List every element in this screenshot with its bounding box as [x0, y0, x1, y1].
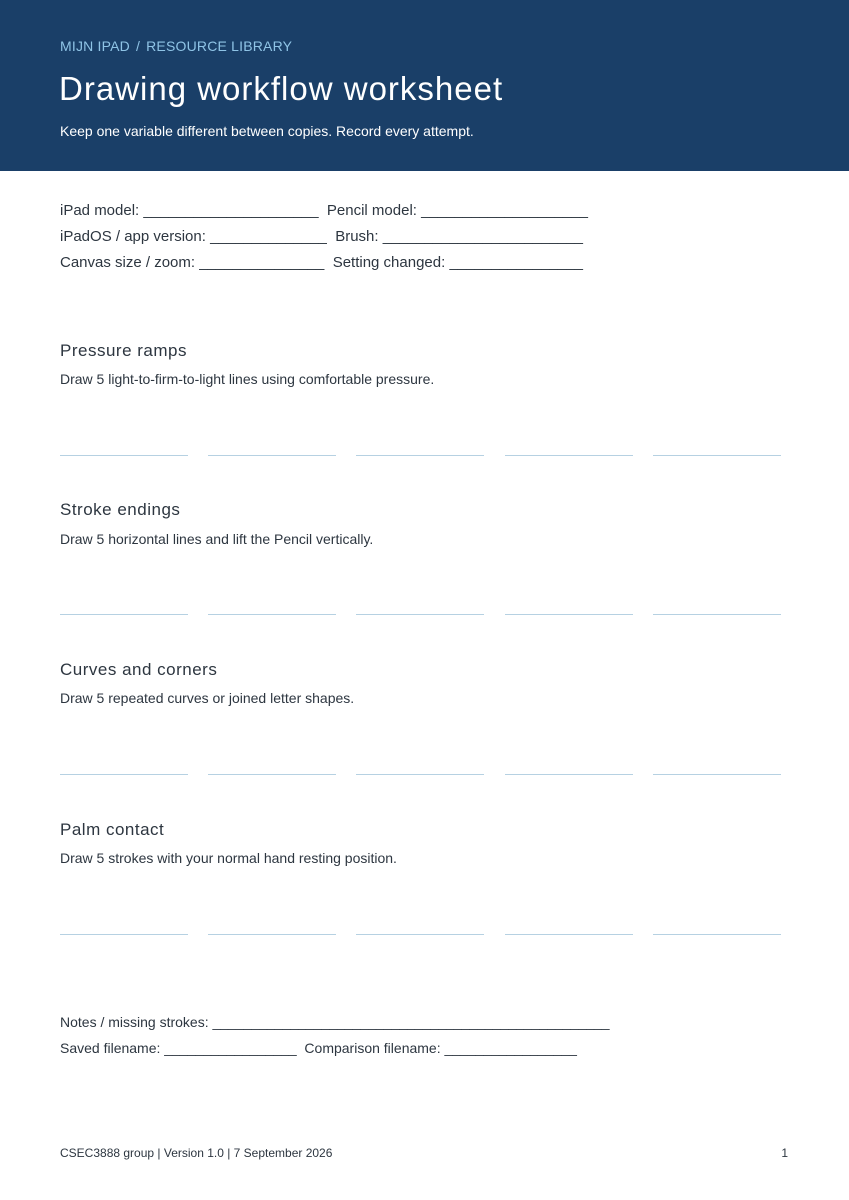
field-line-version: iPadOS / app version: ______________ Brush: ________________________ — [60, 228, 583, 245]
stroke-slot — [356, 934, 484, 935]
footer-version-info: CSEC3888 group | Version 1.0 | 7 September 2026 — [60, 1146, 333, 1160]
stroke-slot — [356, 614, 484, 615]
breadcrumb-item-resource-library[interactable]: RESOURCE LIBRARY — [146, 38, 293, 54]
stroke-slot — [356, 774, 484, 775]
stroke-slot — [60, 614, 188, 615]
section-title-stroke-endings: Stroke endings — [60, 500, 181, 519]
field-line-device: iPad model: _____________________ Pencil model: ____________________ — [60, 202, 588, 219]
page-number: 1 — [781, 1146, 788, 1160]
stroke-slot — [208, 934, 336, 935]
breadcrumb-separator: / — [136, 38, 141, 54]
stroke-slot — [505, 455, 633, 456]
page-title: Drawing workflow worksheet — [59, 70, 504, 107]
stroke-slot — [60, 455, 188, 456]
stroke-slots-curves-and-corners — [60, 774, 781, 776]
stroke-slot — [505, 774, 633, 775]
stroke-slot — [653, 934, 781, 935]
section-description-palm-contact: Draw 5 strokes with your normal hand resting position. — [60, 850, 397, 866]
breadcrumb — [60, 38, 292, 54]
section-title-palm-contact: Palm contact — [60, 820, 165, 839]
page-subtitle: Keep one variable different between copies. Record every attempt. — [60, 123, 474, 139]
field-line-canvas: Canvas size / zoom: _______________ Setting changed: ________________ — [60, 254, 583, 271]
stroke-slot — [208, 774, 336, 775]
section-description-pressure-ramps: Draw 5 light-to-firm-to-light lines using comfortable pressure. — [60, 371, 435, 387]
section-title-pressure-ramps: Pressure ramps — [60, 341, 187, 360]
stroke-slot — [653, 455, 781, 456]
stroke-slots-palm-contact — [60, 934, 781, 936]
stroke-slot — [356, 455, 484, 456]
page-header — [0, 0, 849, 171]
stroke-slot — [60, 934, 188, 935]
section-description-curves-and-corners: Draw 5 repeated curves or joined letter shapes. — [60, 690, 355, 706]
stroke-slot — [505, 614, 633, 615]
breadcrumb-item-mijn-ipad[interactable]: MIJN IPAD — [60, 38, 130, 54]
stroke-slot — [505, 934, 633, 935]
stroke-slot — [208, 455, 336, 456]
stroke-slot — [653, 774, 781, 775]
section-description-stroke-endings: Draw 5 horizontal lines and lift the Pencil vertically. — [60, 531, 374, 547]
stroke-slot — [60, 774, 188, 775]
stroke-slots-stroke-endings — [60, 614, 781, 616]
notes-line: Notes / missing strokes: ___________________________________________________ — [60, 1014, 610, 1030]
stroke-slots-pressure-ramps — [60, 455, 781, 457]
filename-line: Saved filename: _________________ Comparison filename: _________________ — [60, 1040, 577, 1056]
stroke-slot — [208, 614, 336, 615]
stroke-slot — [653, 614, 781, 615]
section-title-curves-and-corners: Curves and corners — [60, 660, 218, 679]
